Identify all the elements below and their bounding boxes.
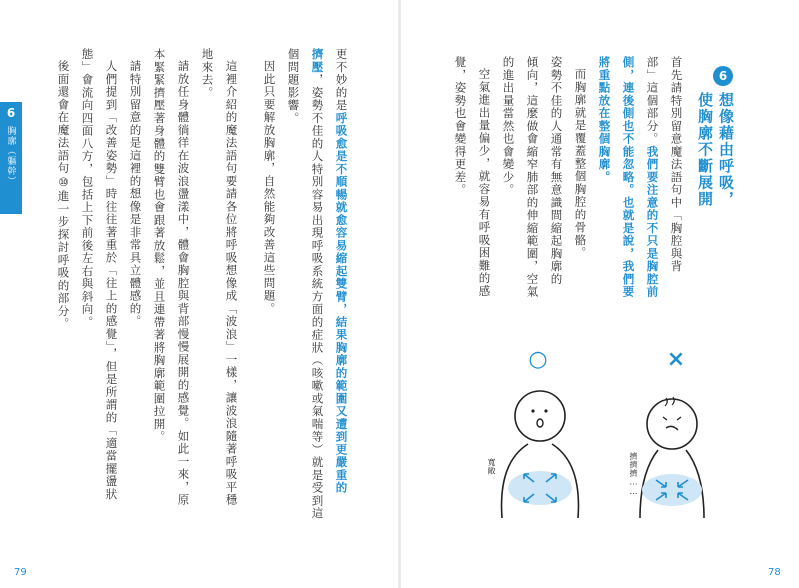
left-col-12: 後面還會在魔法語句⑩進一步探討呼吸的部分。: [56, 60, 71, 331]
book-gutter: [398, 0, 401, 588]
right-col-10: 覺，姿勢也會變得更差。: [453, 56, 468, 197]
bad-figure-label: 擠擠擠……: [629, 452, 638, 497]
left-col-3: 個問題影響。: [286, 48, 301, 125]
left-col-5: 這裡介紹的魔法語句要請各位將呼吸想像成「波浪」一樣，讓波浪隨著呼吸平穩: [224, 60, 239, 507]
side-tab-number: 6: [6, 106, 16, 120]
right-col-8: 的進出量當然也會變少。: [501, 56, 516, 197]
chapter-side-tab: [0, 102, 22, 214]
good-posture-figure: [502, 391, 579, 518]
right-col-7: 傾向，這麼做會縮窄肺部的伸縮範圍，空氣: [525, 56, 540, 299]
left-col-7: 請放任身體徜徉在波浪盪漾中，體會胸腔與背部慢慢展開的感覺。如此一來，原: [176, 60, 191, 507]
bad-figure-head: [647, 399, 697, 449]
good-figure-label: 寬敞: [487, 458, 496, 475]
right-col-2: 部」這個部分。我們要注意的不只是胸腔前: [645, 56, 660, 299]
section-title-line-2: 使胸廓不斷展開: [696, 92, 714, 208]
figures-svg: [480, 378, 740, 528]
left-col-2: 擠壓，姿勢不佳的人特別容易出現呼吸系統方面的症狀（咳嗽或氣喘等）就是受到這: [310, 48, 325, 520]
right-col-5: 而胸廓就是覆蓋整個胸腔的骨骼。: [573, 68, 588, 260]
bad-posture-figure: [640, 397, 704, 518]
good-chest-area: [508, 471, 572, 505]
right-page-number: 78: [768, 567, 781, 578]
left-col-9: 請特別留意的是這裡的想像是非常具立體感的。: [128, 60, 143, 328]
right-col-6: 姿勢不佳的人通常有無意識間縮起胸廓的: [549, 56, 564, 286]
right-col-1: 首先請特別留意魔法語句中「胸腔與背: [669, 56, 684, 273]
section-number-badge: 6: [713, 66, 733, 86]
left-col-1: 更不妙的是呼吸愈是不順暢就愈容易縮起雙臂，結果胸廓的範圍又遭到更嚴重的: [334, 48, 349, 495]
section-title-line-1: 想像藉由呼吸，: [717, 92, 735, 208]
side-tab-label: 胸廓（軀幹）: [5, 126, 16, 186]
left-page-number: 79: [14, 567, 27, 578]
bad-chest-area: [642, 474, 702, 506]
right-col-9: 空氣進出量偏少，就容易有呼吸困難的感: [477, 68, 492, 298]
right-col-3: 側，連後側也不能忽略。也就是說，我們要: [621, 56, 636, 299]
left-col-6: 地來去。: [200, 48, 215, 99]
left-col-8: 本緊緊擠壓著身體的雙臂也會跟著放鬆，並且連帶著將胸廓範圍拉開。: [152, 48, 167, 444]
left-col-10: 人們提到「改善姿勢」時往往著重於「往上的感覺」，但是所謂的「適當擺盪狀: [104, 60, 119, 501]
good-mark: ○: [528, 347, 548, 372]
left-col-11: 態」會流向四面八方，包括上下前後左右與斜向。: [80, 48, 95, 329]
left-col-4: 因此只要解放胸廓，自然能夠改善這些問題。: [262, 60, 277, 315]
right-col-4: 將重點放在整個胸廓。: [597, 56, 612, 184]
good-figure-head: [515, 391, 565, 441]
bad-mark: ×: [666, 347, 686, 372]
